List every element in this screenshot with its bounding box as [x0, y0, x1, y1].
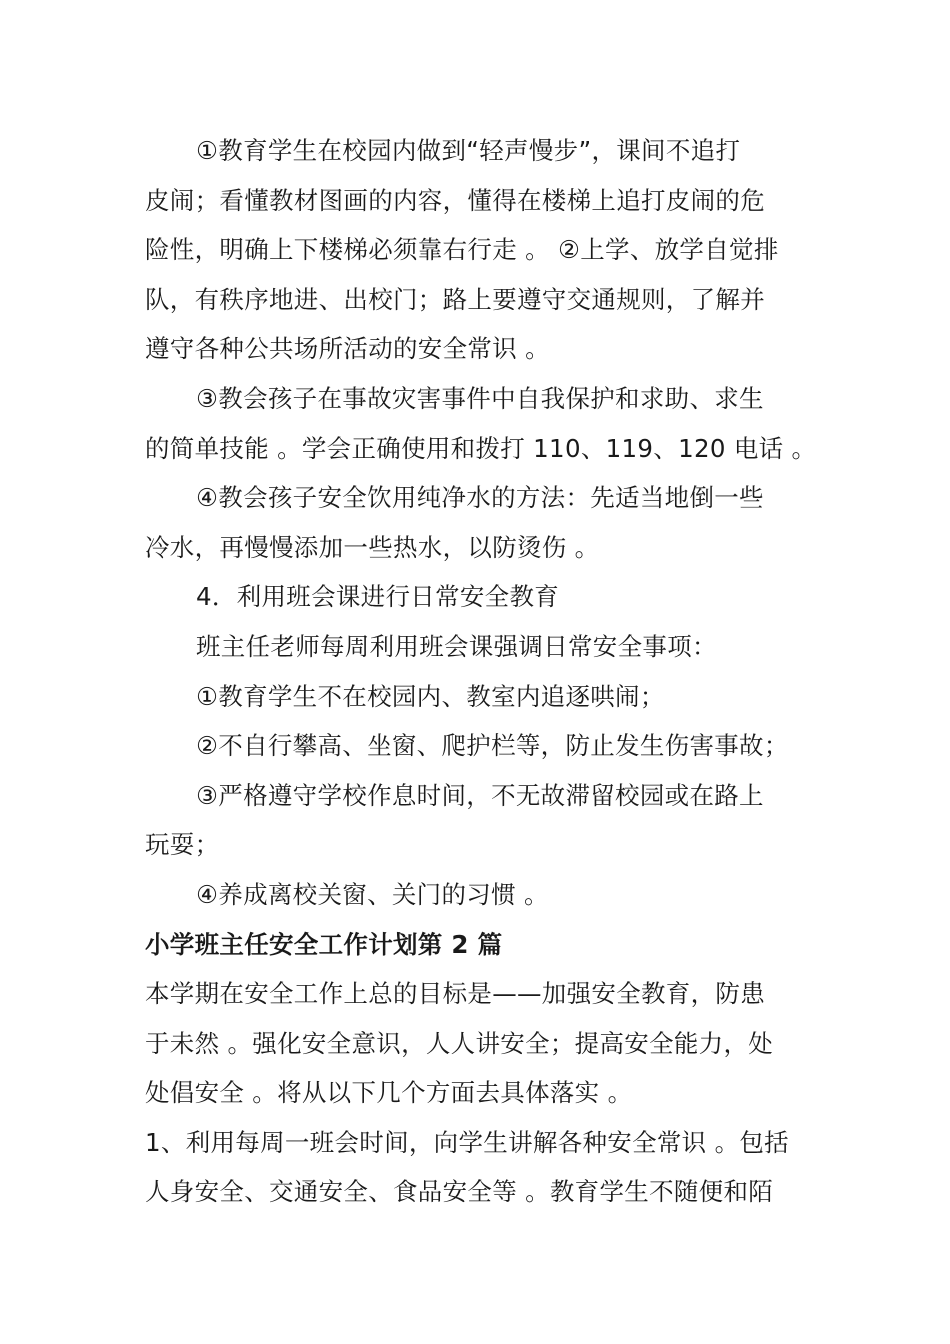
text-line: 遵守各种公共场所活动的安全常识 。 [145, 334, 550, 364]
text-line: 队，有秩序地进、出校门；路上要遵守交通规则，了解并 [145, 284, 765, 314]
text-line: 的简单技能 。学会正确使用和拨打 110、119、120 电话 。 [145, 433, 817, 463]
text-line: 1、利用每周一班会时间，向学生讲解各种安全常识 。包括 [145, 1127, 789, 1157]
section-heading: 小学班主任安全工作计划第 2 篇 [145, 929, 503, 959]
text-line: ③严格遵守学校作息时间，不无故滞留校园或在路上 [196, 780, 764, 810]
text-line: 玩耍； [145, 830, 220, 860]
text-line: 本学期在安全工作上总的目标是——加强安全教育，防患 [145, 979, 765, 1009]
text-line: ①教育学生在校园内做到“轻声慢步”，课间不追打 [196, 136, 741, 165]
text-line: ③教会孩子在事故灾害事件中自我保护和求助、求生 [196, 383, 764, 413]
text-line: ①教育学生不在校园内、教室内追逐哄闹； [196, 681, 665, 711]
section-subheading: 4．利用班会课进行日常安全教育 [196, 582, 560, 612]
document-page [145, 126, 815, 1217]
text-line: 于未然 。强化安全意识，人人讲安全；提高安全能力，处 [145, 1028, 774, 1058]
text-line: 冷水，再慢慢添加一些热水，以防烫伤 。 [145, 532, 600, 562]
text-line: 处倡安全 。将从以下几个方面去具体落实 。 [145, 1078, 633, 1108]
text-line: ④教会孩子安全饮用纯净水的方法：先适当地倒一些 [196, 483, 764, 513]
text-line: 险性，明确上下楼梯必须靠右行走 。 ②上学、放学自觉排 [145, 235, 779, 265]
text-line: 皮闹；看懂教材图画的内容，懂得在楼梯上追打皮闹的危 [145, 185, 765, 215]
text-line: ④养成离校关窗、关门的习惯 。 [196, 879, 549, 909]
text-line: 人身安全、交通安全、食品安全等 。教育学生不随便和陌 [145, 1177, 774, 1207]
text-line: 班主任老师每周利用班会课强调日常安全事项： [196, 631, 717, 661]
text-line: ②不自行攀高、坐窗、爬护栏等，防止发生伤害事故； [196, 731, 789, 761]
